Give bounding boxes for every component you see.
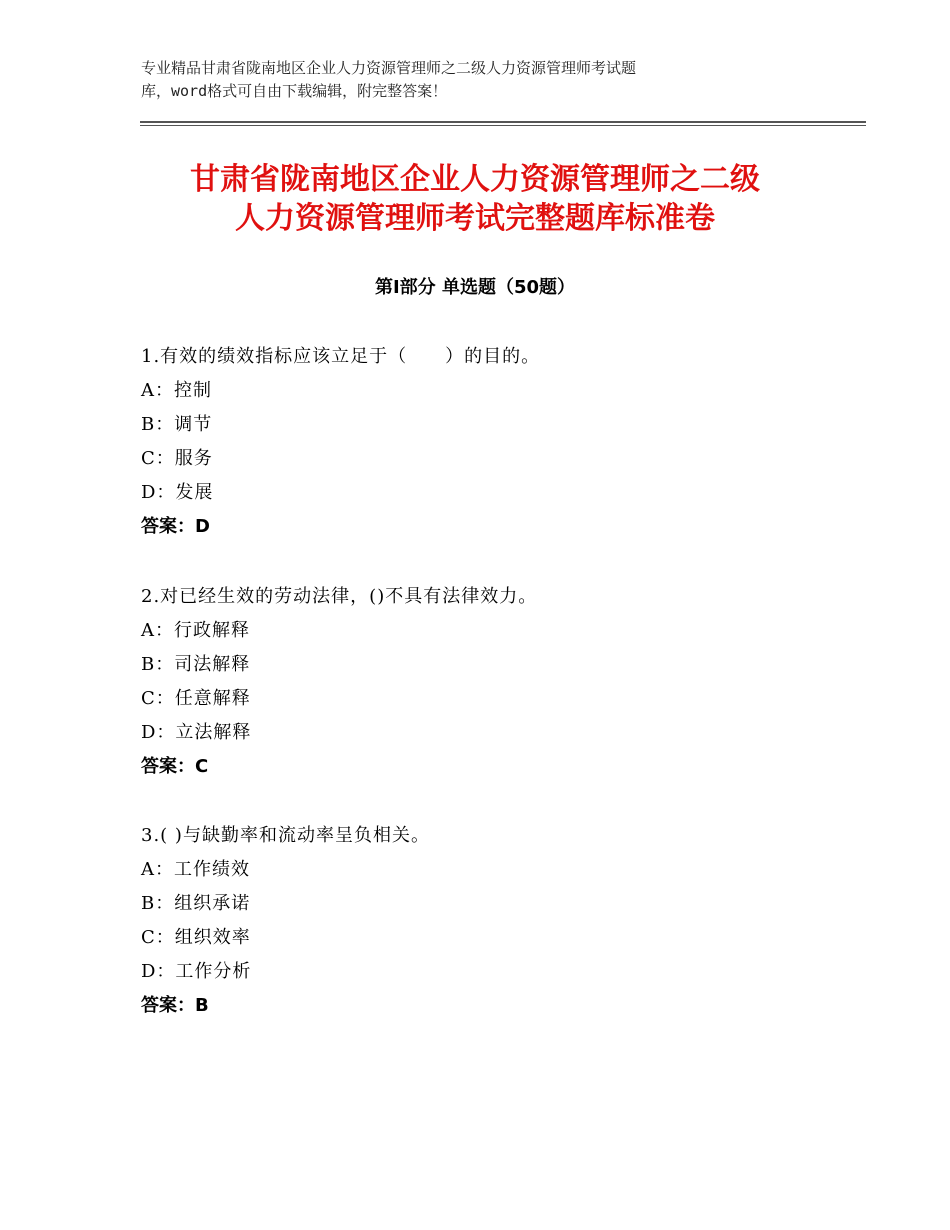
question-2 (141, 580, 841, 784)
question-3 (141, 819, 841, 1023)
option-c: C：任意解释 (141, 688, 251, 709)
section-heading: 第Ⅰ部分 单选题（50题） (374, 277, 575, 298)
option-c: C：组织效率 (141, 927, 251, 948)
option-b: B：调节 (141, 414, 213, 435)
document-title-line-1: 甘肃省陇南地区企业人力资源管理师之二级 (190, 162, 760, 197)
answer: 答案：D (141, 516, 210, 537)
header-note-line-1: 专业精品甘肃省陇南地区企业人力资源管理师之二级人力资源管理师考试题 (141, 59, 637, 77)
option-a: A：控制 (141, 380, 212, 401)
header-note-line-2: 库，word格式可自由下载编辑，附完整答案！ (141, 82, 448, 100)
option-b: B：组织承诺 (141, 893, 251, 914)
option-c: C：服务 (141, 448, 213, 469)
question-stem: 3.( )与缺勤率和流动率呈负相关。 (141, 825, 430, 846)
option-b: B：司法解释 (141, 654, 251, 675)
answer: 答案：C (141, 756, 209, 777)
document-title-line-2: 人力资源管理师考试完整题库标准卷 (235, 201, 715, 236)
question-stem: 1.有效的绩效指标应该立足于（ ）的目的。 (141, 346, 541, 367)
option-d: D：工作分析 (141, 961, 252, 982)
option-a: A：行政解释 (141, 620, 250, 641)
question-stem: 2.对已经生效的劳动法律，()不具有法律效力。 (141, 586, 538, 607)
question-1 (141, 340, 841, 544)
header-note (141, 57, 781, 103)
option-a: A：工作绩效 (141, 859, 250, 880)
header-divider-thin (140, 125, 866, 126)
header-divider-thick (140, 121, 866, 123)
option-d: D：立法解释 (141, 722, 252, 743)
answer: 答案：B (141, 995, 209, 1016)
option-d: D：发展 (141, 482, 214, 503)
